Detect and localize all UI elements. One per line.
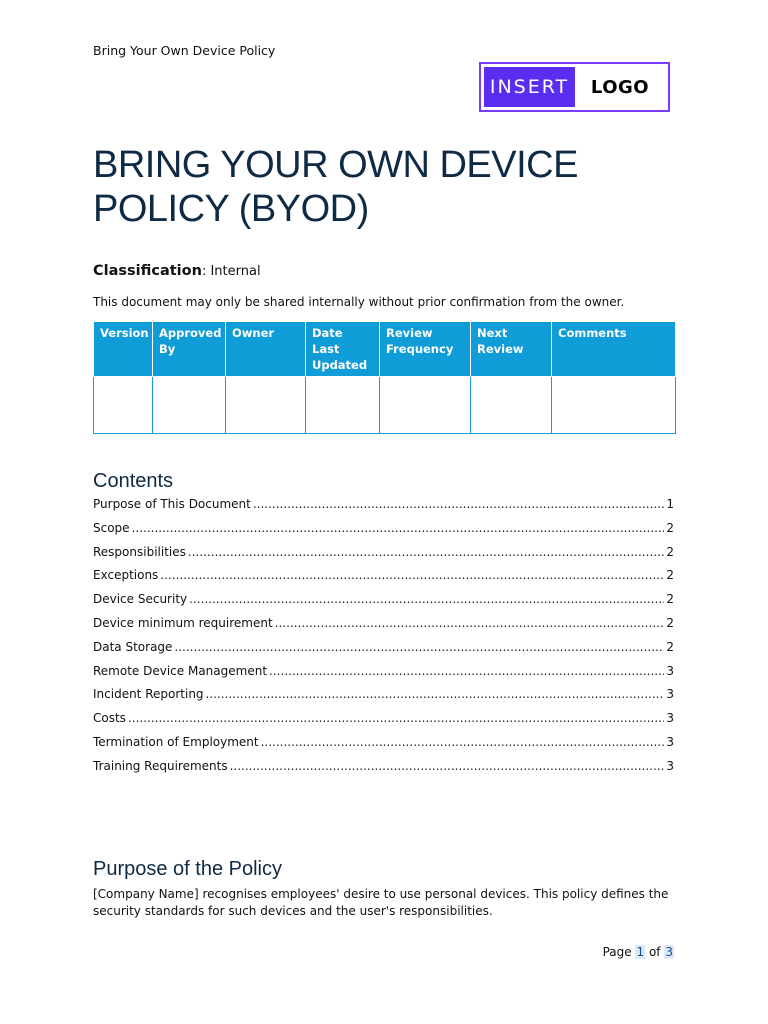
toc-leader (132, 521, 665, 535)
toc-page-number: 3 (666, 734, 674, 749)
document-title: BRING YOUR OWN DEVICE POLICY (BYOD) (93, 144, 578, 230)
toc-page-number: 2 (666, 615, 674, 630)
toc-leader (230, 759, 665, 773)
page-of-label: of (648, 945, 661, 959)
toc-entry-label: Remote Device Management (93, 663, 268, 678)
toc-leader (275, 616, 665, 630)
logo-insert-block: INSERT (484, 67, 575, 107)
toc-item[interactable] (93, 497, 674, 521)
sharing-notice: This document may only be shared internally without prior confirmation from the owner. (93, 295, 625, 309)
toc-item[interactable] (93, 545, 674, 569)
table-cell-date-last-updated[interactable] (306, 377, 380, 434)
column-header-comments: Comments (552, 322, 676, 377)
toc-entry-label: Training Requirements (93, 758, 228, 773)
toc-item[interactable] (93, 759, 674, 783)
toc-entry-label: Scope (93, 520, 130, 535)
toc-page-number: 2 (666, 592, 674, 607)
toc-entry-label: Device minimum requirement (93, 615, 273, 630)
toc-entry-label: Costs (93, 711, 126, 726)
toc-page-number: 2 (666, 568, 674, 583)
column-header-version: Version (94, 322, 153, 377)
toc-leader (253, 497, 665, 511)
running-header: Bring Your Own Device Policy (93, 43, 276, 58)
logo-placeholder (479, 62, 670, 112)
toc-leader (160, 568, 664, 582)
classification-label: Classification (93, 263, 202, 279)
toc-page-number: 1 (666, 497, 674, 511)
column-header-date-last-updated: Date Last Updated (306, 322, 380, 377)
table-cell-next-review[interactable] (471, 377, 552, 434)
toc-item[interactable] (93, 735, 674, 759)
table-cell-owner[interactable] (226, 377, 306, 434)
total-page-count: 3 (665, 945, 673, 959)
toc-entry-label: Responsibilities (93, 544, 186, 559)
classification (93, 263, 261, 279)
table-cell-comments[interactable] (552, 377, 676, 434)
toc-item[interactable] (93, 568, 674, 592)
contents-heading: Contents (93, 470, 174, 492)
table-of-contents (93, 497, 674, 783)
toc-item[interactable] (93, 592, 674, 616)
toc-entry-label: Data Storage (93, 639, 173, 654)
column-header-owner: Owner (226, 322, 306, 377)
toc-leader (174, 640, 664, 654)
column-header-approved-by: Approved By (153, 322, 226, 377)
logo-text: LOGO (590, 76, 650, 98)
table-row (94, 377, 676, 434)
toc-leader (128, 711, 664, 725)
toc-page-number: 3 (666, 687, 674, 702)
column-header-review-frequency: Review Frequency (380, 322, 471, 377)
toc-item[interactable] (93, 640, 674, 664)
page-label: Page (602, 945, 632, 959)
toc-leader (189, 592, 664, 606)
toc-leader (206, 687, 665, 701)
toc-entry-label: Purpose of This Document (93, 497, 251, 511)
purpose-paragraph: [Company Name] recognises employees' desire to use personal devices. This policy defines the security standards for such devices and the user's responsibilities. (93, 887, 669, 918)
toc-item[interactable] (93, 616, 674, 640)
toc-page-number: 2 (666, 544, 674, 559)
toc-page-number: 2 (666, 639, 674, 654)
document-control-table (93, 321, 676, 434)
classification-value: : Internal (201, 264, 261, 279)
table-cell-version[interactable] (94, 377, 153, 434)
table-cell-approved-by[interactable] (153, 377, 226, 434)
table-cell-review-frequency[interactable] (380, 377, 471, 434)
toc-leader (269, 664, 664, 678)
toc-entry-label: Exceptions (93, 568, 159, 583)
toc-item[interactable] (93, 521, 674, 545)
toc-leader (188, 545, 664, 559)
column-header-next-review: Next Review (471, 322, 552, 377)
toc-entry-label: Incident Reporting (93, 687, 204, 702)
toc-item[interactable] (93, 687, 674, 711)
toc-page-number: 3 (666, 711, 674, 726)
toc-page-number: 3 (666, 758, 674, 773)
page-footer (603, 945, 674, 959)
table-header-row (94, 322, 676, 377)
toc-entry-label: Device Security (93, 592, 188, 607)
toc-leader (261, 735, 665, 749)
current-page-number: 1 (636, 945, 645, 959)
toc-item[interactable] (93, 664, 674, 688)
purpose-heading: Purpose of the Policy (93, 858, 282, 880)
toc-page-number: 3 (666, 663, 674, 678)
toc-page-number: 2 (666, 520, 674, 535)
toc-entry-label: Termination of Employment (93, 734, 259, 749)
toc-item[interactable] (93, 711, 674, 735)
